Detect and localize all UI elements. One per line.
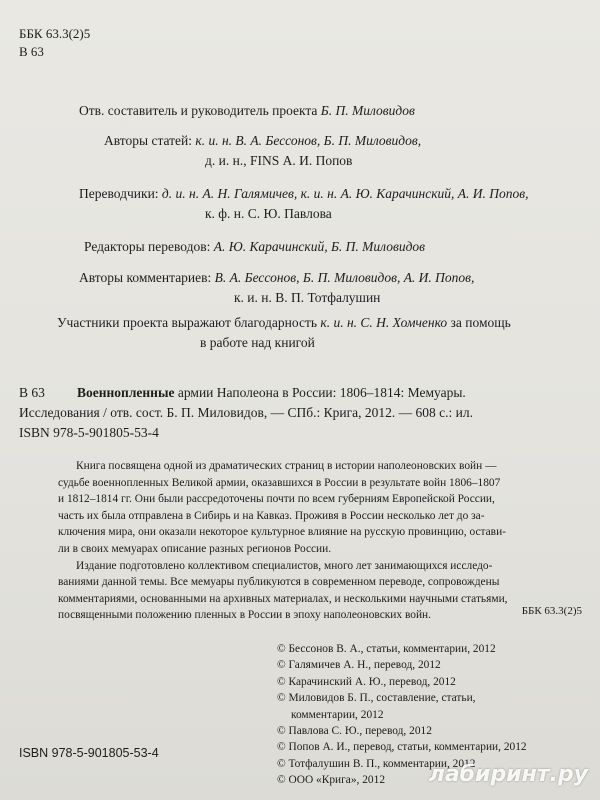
credit-commentators [79,268,474,288]
copyright-line: © ООО «Крига», 2012 [277,774,386,787]
thanks-text-post: за помощь [447,315,511,330]
abstract-line: ваниями данной темы. Все мемуары публикуются в современном переводе, сопровождены [58,576,500,589]
catalog-description-line: Исследования / отв. сост. Б. П. Миловидов, — СПб.: Крига, 2012. — 608 с.: ил. [19,405,473,420]
abstract-line: Издание подготовлено коллективом специалистов, много лет занимающихся исследо- [76,559,493,572]
copyright-line: © Тотфалушин В. П., комментарии, 2012 [277,757,476,770]
credit-names-line1: В. А. Бессонов, Б. П. Миловидов, А. И. Попов, [214,270,475,285]
bbk-header [19,25,90,61]
copyright-line: © Бессонов В. А., статьи, комментарии, 2012 [277,643,496,655]
abstract-line: ключения мира, они оказали некоторое культурное влияние на русскую провинцию, остави- [58,526,506,539]
credit-label: Переводчики: [79,186,162,201]
copyright-line: © Павлова С. Ю., перевод, 2012 [277,725,432,738]
credit-label: Отв. составитель и руководитель проекта [79,103,321,118]
bbk-index: ББК 63.3(2)5 [19,26,91,41]
author-mark: В 63 [19,44,44,59]
abstract [58,458,578,624]
credit-names-line1: к. и. н. В. А. Бессонов, Б. П. Миловидов, [195,133,422,148]
abstract-line: ли в своих мемуарах описание разных регионов России. [58,542,332,555]
catalog-code: В 63 [19,385,45,400]
copyright-line: © Попов А. И., перевод, статьи, комментарии, 2012 [277,741,527,754]
abstract-line: Книга посвящена одной из драматических страниц в истории наполеоновских войн — [76,460,497,472]
abstract-line: часть их была отправлена в Сибирь и на Кавказ. Проживя в России несколько лет до за- [58,509,485,522]
thanks-name: к. и. н. С. Н. Хомченко [320,315,448,330]
catalog-title: Военнопленные [77,385,175,400]
copyright-line: © Миловидов Б. П., составление, статьи, [277,692,476,705]
credit-thanks-line2: в работе над книгой [200,335,315,350]
credit-authors [104,131,421,151]
credit-label: Редакторы переводов: [84,239,214,254]
catalog-title-rest: армии Наполеона в России: 1806–1814: Мемуары. [174,385,466,400]
credit-editor [79,101,415,121]
credit-name: Б. П. Миловидов [320,103,415,118]
copyright-line: © Галямичев А. Н., перевод, 2012 [277,659,441,672]
credit-names-line1: д. и. н. А. Н. Галямичев, к. и. н. А. Ю. Карачинский, А. И. Попов, [161,186,529,201]
credit-commentators-line2: к. и. н. В. П. Тотфалушин [234,290,381,305]
isbn-footer: ISBN 978-5-901805-53-4 [19,746,159,760]
abstract-line: судьбе военнопленных Великой армии, оказавшихся в России в результате войн 1806–1807 [58,476,501,489]
abstract-line: комментариями, основанными на архивных материалах, и несколькими научными статьями, [58,592,508,605]
credit-label: Авторы комментариев: [79,270,215,285]
abstract-line: и 1812–1814 гг. Они были рассредоточены почти по всем губерниям Европейской России, [58,493,495,506]
credit-thanks [57,313,511,333]
abstract-line: посвященными положению пленных в России в эпоху наполеоновских войн. [58,609,431,622]
credit-translators-line2: к. ф. н. С. Ю. Павлова [205,206,332,221]
bbk-footer: ББК 63.3(2)5 [521,605,582,617]
catalog-title-line [77,383,466,403]
credit-authors-line2: д. и. н., FINS А. И. Попов [205,153,353,168]
copyright-line: © Карачинский А. Ю., перевод, 2012 [277,675,456,688]
copyright-line: комментарии, 2012 [291,708,384,721]
credit-label: Авторы статей: [104,133,196,148]
catalog-isbn: ISBN 978-5-901805-53-4 [19,425,159,440]
credit-translators [79,184,529,204]
thanks-text: Участники проекта выражают благодарность [57,315,321,330]
credit-names: А. Ю. Карачинский, Б. П. Миловидов [213,239,426,254]
watermark-logo: лабиринт.ру [428,762,588,787]
credit-translation-editors [84,237,425,257]
